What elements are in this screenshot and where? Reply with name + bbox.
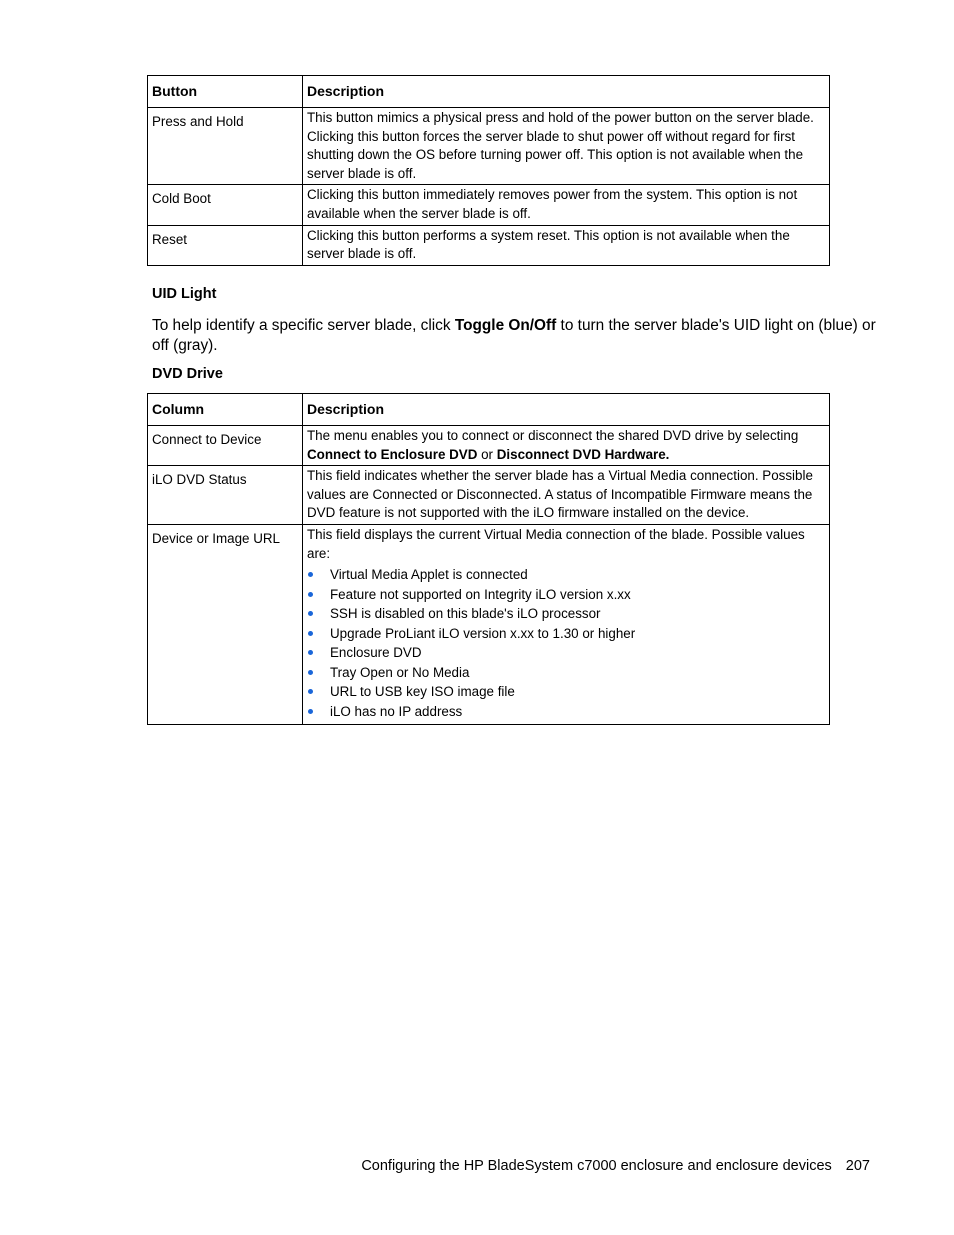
row-name: Reset — [148, 225, 303, 265]
button-description-table — [147, 75, 830, 266]
column-header: Button — [148, 76, 303, 108]
bullet-icon — [308, 631, 313, 636]
row-description — [303, 426, 830, 466]
page-number: 207 — [845, 1158, 870, 1174]
table-row — [148, 185, 830, 225]
menu-option: Connect to Enclosure DVD — [307, 446, 478, 462]
footer-chapter-title: Configuring the HP BladeSystem c7000 enclosure and enclosure devices — [361, 1158, 832, 1174]
uid-light-heading: UID Light — [152, 286, 217, 302]
list-item — [307, 624, 825, 644]
list-item — [307, 682, 825, 702]
row-description — [303, 524, 830, 724]
table-row — [148, 108, 830, 185]
row-description: Clicking this button performs a system reset. This option is not available when the server blade is off. — [303, 225, 830, 265]
table-row — [148, 466, 830, 525]
paragraph-text: To help identify a specific server blade, click — [152, 317, 455, 334]
row-description: Clicking this button immediately removes power from the system. This option is not available when the server blade is off. — [303, 185, 830, 225]
row-description: This field indicates whether the server blade has a Virtual Media connection. Possible values are Connected or Disconnected. A status of Incompatible Firmware means the DVD feature is not supported with the iLO firmware installed on the device. — [303, 466, 830, 525]
table-row — [148, 524, 830, 724]
list-item — [307, 663, 825, 683]
table-row — [148, 225, 830, 265]
page-footer — [361, 1158, 870, 1174]
row-name: Device or Image URL — [148, 524, 303, 724]
list-item-text: SSH is disabled on this blade's iLO processor — [330, 606, 601, 622]
list-item-text: Feature not supported on Integrity iLO version x.xx — [330, 586, 631, 602]
bullet-icon — [308, 572, 313, 577]
menu-option: Disconnect DVD Hardware. — [496, 446, 670, 462]
bullet-icon — [308, 709, 313, 714]
paragraph-text: to turn the server blade's UID light on (blue) or off (gray). — [152, 317, 876, 354]
row-name: iLO DVD Status — [148, 466, 303, 525]
toggle-emphasis: Toggle On/Off — [454, 317, 557, 334]
uid-light-paragraph — [152, 316, 882, 356]
list-item-text: URL to USB key ISO image file — [330, 684, 515, 700]
description-text: or — [477, 446, 497, 462]
dvd-drive-table — [147, 393, 830, 725]
list-item — [307, 702, 825, 722]
description-text: This field displays the current Virtual Media connection of the blade. Possible values are: — [307, 526, 805, 561]
list-item-text: Enclosure DVD — [330, 645, 422, 661]
column-header: Description — [303, 76, 830, 108]
row-name: Cold Boot — [148, 185, 303, 225]
bullet-icon — [308, 592, 313, 597]
row-name: Press and Hold — [148, 108, 303, 185]
table-header-row — [148, 76, 830, 108]
list-item — [307, 643, 825, 663]
column-header: Description — [303, 394, 830, 426]
bullet-icon — [308, 650, 313, 655]
description-text: The menu enables you to connect or disconnect the shared DVD drive by selecting — [307, 428, 799, 443]
column-header: Column — [148, 394, 303, 426]
table-row — [148, 426, 830, 466]
bullet-icon — [308, 611, 313, 616]
list-item-text: Upgrade ProLiant iLO version x.xx to 1.30 or higher — [330, 625, 636, 641]
list-item — [307, 585, 825, 605]
bullet-icon — [308, 689, 313, 694]
list-item-text: Virtual Media Applet is connected — [330, 567, 528, 583]
bullet-icon — [308, 670, 313, 675]
possible-values-list — [307, 565, 825, 721]
list-item-text: iLO has no IP address — [330, 703, 463, 719]
list-item — [307, 604, 825, 624]
list-item-text: Tray Open or No Media — [330, 664, 470, 680]
row-name: Connect to Device — [148, 426, 303, 466]
list-item — [307, 565, 825, 585]
row-description: This button mimics a physical press and hold of the power button on the server blade. Clicking this button forces the server blade to shut power off without regard for first shutting down the OS before turning power off. This option is not available when the server blade is off. — [303, 108, 830, 185]
dvd-drive-heading: DVD Drive — [152, 366, 223, 382]
table-header-row — [148, 394, 830, 426]
